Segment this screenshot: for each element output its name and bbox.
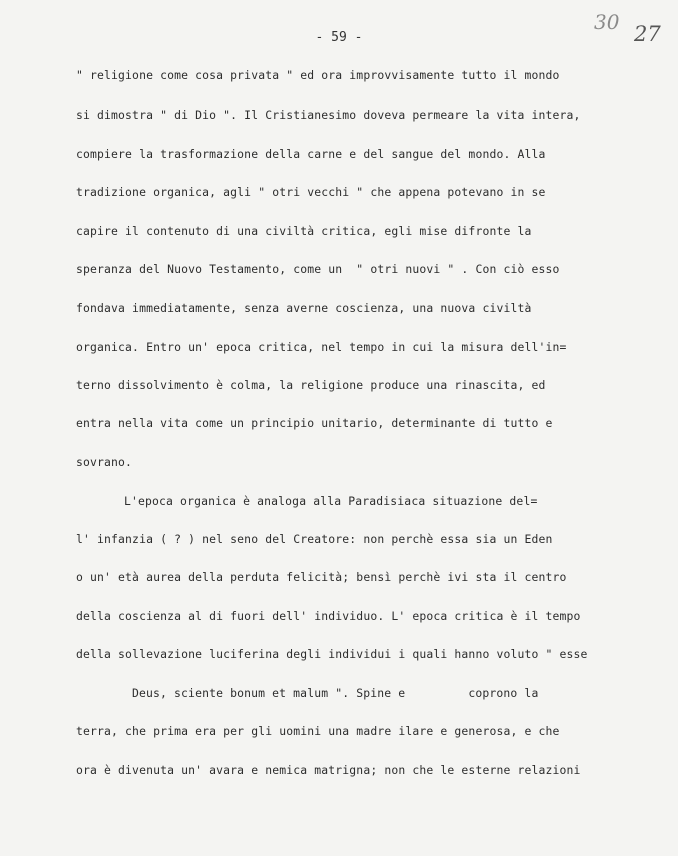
text-line: organica. Entro un' epoca critica, nel tempo in cui la misura dell'in= [76,340,567,354]
text-line: o un' età aurea della perduta felicità; bensì perchè ivi sta il centro [76,570,567,584]
text-line: l' infanzia ( ? ) nel seno del Creatore: non perchè essa sia un Eden [76,532,553,546]
text-line: " religione come cosa privata " ed ora improvvisamente tutto il mondo [76,68,560,82]
text-line: L'epoca organica è analoga alla Paradisiaca situazione del= [124,494,538,508]
page-number: - 59 - [315,30,363,45]
handwritten-page-mark: 30 [594,10,620,34]
text-line: della sollevazione luciferina degli individui i quali hanno voluto " esse [76,647,588,661]
text-line: tradizione organica, agli " otri vecchi " che appena potevano in se [76,185,546,199]
text-line: della coscienza al di fuori dell' individuo. L' epoca critica è il tempo [76,609,581,623]
text-line: capire il contenuto di una civiltà critica, egli mise difronte la [76,224,532,238]
text-line: fondava immediatamente, senza averne coscienza, una nuova civiltà [76,301,532,315]
text-line: sovrano. [76,455,133,469]
text-line: terno dissolvimento è colma, la religione produce una rinascita, ed [76,378,546,392]
text-line: speranza del Nuovo Testamento, come un " otri nuovi " . Con ciò esso [76,262,560,276]
handwritten-folio-number: 27 [634,22,661,46]
text-line: compiere la trasformazione della carne e del sangue del mondo. Alla [76,147,546,161]
text-line: ora è divenuta un' avara e nemica matrigna; non che le esterne relazioni [76,763,581,777]
text-line: terra, che prima era per gli uomini una madre ilare e generosa, e che [76,724,560,738]
text-line: entra nella vita come un principio unitario, determinante di tutto e [76,416,553,430]
text-line: Deus, sciente bonum et malum ". Spine e coprono la [132,686,539,700]
text-line: si dimostra " di Dio ". Il Cristianesimo doveva permeare la vita intera, [76,108,581,122]
